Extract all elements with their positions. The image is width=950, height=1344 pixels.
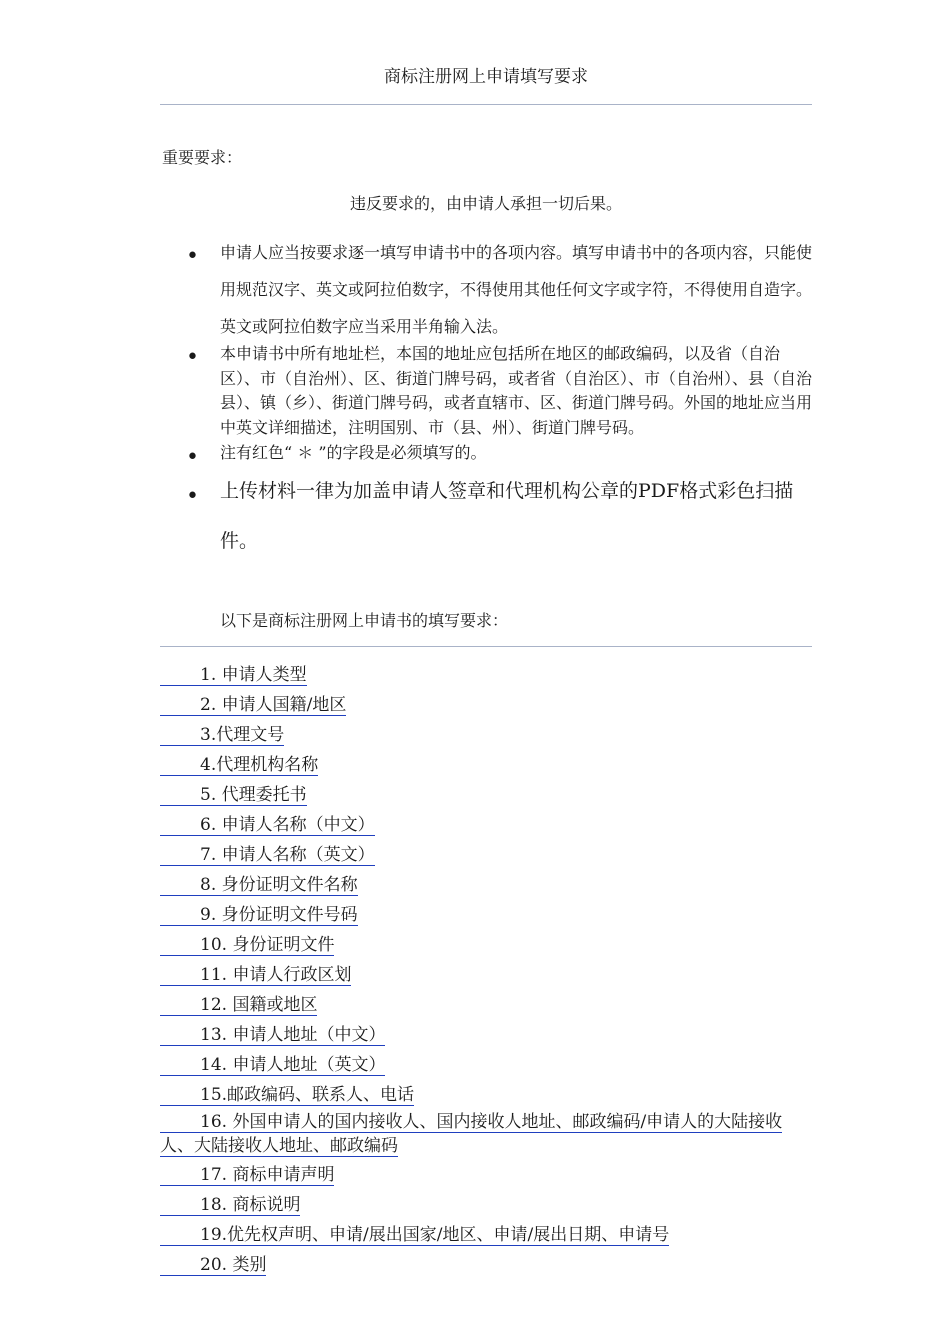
toc-item: [160, 1020, 812, 1050]
toc-link-id-document-number[interactable]: 9. 身份证明文件号码: [160, 905, 358, 926]
toc-item: [160, 1220, 812, 1250]
bullet-icon: •: [186, 244, 199, 269]
toc-link-applicant-nationality[interactable]: 2. 申请人国籍/地区: [160, 695, 346, 716]
warning-text: 违反要求的，由申请人承担一切后果。: [349, 194, 622, 213]
toc-item: [160, 690, 812, 720]
toc-item: [160, 810, 812, 840]
toc-item: [160, 990, 812, 1020]
bullet-icon: •: [186, 445, 199, 470]
toc-link-id-document-name[interactable]: 8. 身份证明文件名称: [160, 875, 358, 896]
toc-link-applicant-address-en[interactable]: 14. 申请人地址（英文）: [160, 1055, 385, 1076]
requirement-text: 申请人应当按要求逐一填写申请书中的各项内容。填写申请书中的各项内容，只能使用规范汉字、英文或阿拉伯数字，不得使用其他任何文字或字符，不得使用自造字。英文或阿拉伯数字应当采用半角输入法。: [220, 243, 813, 336]
toc-item: [160, 960, 812, 990]
toc-item: [160, 1250, 812, 1280]
toc-link-application-declaration[interactable]: 17. 商标申请声明: [160, 1165, 334, 1186]
bullet-icon: •: [186, 484, 199, 509]
toc-link-applicant-name-cn[interactable]: 6. 申请人名称（中文）: [160, 815, 375, 836]
requirements-list: [160, 234, 812, 566]
toc-intro: 以下是商标注册网上申请书的填写要求：: [220, 611, 509, 630]
toc-item: [160, 1160, 812, 1190]
toc-item: [160, 1080, 812, 1110]
toc-divider: [160, 646, 812, 647]
toc-item: [160, 900, 812, 930]
requirement-item: [160, 466, 812, 566]
requirement-item: [160, 440, 812, 470]
toc-item: [160, 930, 812, 960]
toc-item: [160, 660, 812, 690]
toc-list: [160, 660, 812, 1280]
toc-item: [160, 720, 812, 750]
toc-link-power-of-attorney[interactable]: 5. 代理委托书: [160, 785, 307, 806]
requirement-text: 注有红色“ ＊ ”的字段是必须填写的。: [220, 443, 487, 462]
requirement-item: [160, 342, 812, 440]
toc-link-agency-name[interactable]: 4.代理机构名称: [160, 755, 318, 776]
bullet-icon: •: [186, 345, 199, 370]
toc-link-trademark-description[interactable]: 18. 商标说明: [160, 1195, 300, 1216]
toc-link-domestic-receiver[interactable]: 16. 外国申请人的国内接收人、国内接收人地址、邮政编码/申请人的大陆接收人、大陆接收人地址、邮政编码: [160, 1112, 783, 1156]
toc-item: [160, 780, 812, 810]
toc-item: [160, 1110, 812, 1160]
toc-link-applicant-address-cn[interactable]: 13. 申请人地址（中文）: [160, 1025, 385, 1046]
toc-link-class[interactable]: 20. 类别: [160, 1255, 266, 1276]
page-title: 商标注册网上申请填写要求: [384, 67, 588, 87]
toc-item: [160, 750, 812, 780]
toc-link-nationality-region[interactable]: 12. 国籍或地区: [160, 995, 317, 1016]
toc-link-priority-claim[interactable]: 19.优先权声明、申请/展出国家/地区、申请/展出日期、申请号: [160, 1225, 669, 1246]
toc-link-administrative-division[interactable]: 11. 申请人行政区划: [160, 965, 351, 986]
toc-link-postal-contact-phone[interactable]: 15.邮政编码、联系人、电话: [160, 1085, 414, 1106]
toc-item: [160, 1190, 812, 1220]
toc-link-id-document[interactable]: 10. 身份证明文件: [160, 935, 334, 956]
section-heading: 重要要求：: [162, 148, 243, 167]
toc-link-applicant-type[interactable]: 1. 申请人类型: [160, 665, 307, 686]
toc-link-applicant-name-en[interactable]: 7. 申请人名称（英文）: [160, 845, 375, 866]
toc-item: [160, 840, 812, 870]
header-divider: [160, 104, 812, 105]
toc-link-agency-reference[interactable]: 3.代理文号: [160, 725, 284, 746]
toc-item: [160, 1050, 812, 1080]
requirement-item: [160, 234, 812, 345]
toc-item: [160, 870, 812, 900]
requirement-text: 上传材料一律为加盖申请人签章和代理机构公章的PDF格式彩色扫描件。: [220, 480, 794, 552]
requirement-text: 本申请书中所有地址栏，本国的地址应包括所在地区的邮政编码，以及省（自治区）、市（自治州）、区、街道门牌号码，或者省（自治区）、市（自治州）、县（自治县）、镇（乡）、街道门牌号码，或者直辖市、区、街道门牌号码。外国的地址应当用中英文详细描述，注明国别、市（县、州）、街道门牌号码。: [220, 344, 813, 437]
